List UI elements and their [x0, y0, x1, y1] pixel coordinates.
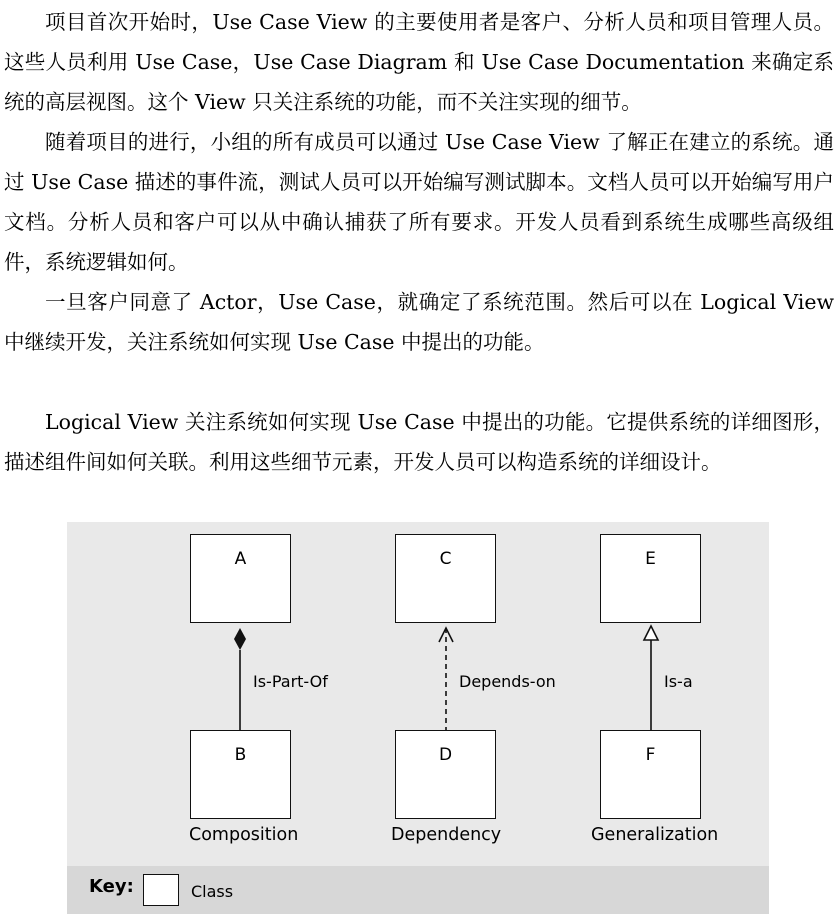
figure-diagram-area [67, 522, 769, 866]
class-label-e: E [645, 549, 656, 569]
figure-key-legend [67, 866, 769, 914]
class-box-a [190, 534, 291, 623]
paragraph-project-progress: 随着项目的进行，小组的所有成员可以通过 Use Case View 了解正在建立的系统。通过 Use Case 描述的事件流，测试人员可以开始编写测试脚本。文档人员可以开始编写用户文档。分析人员和客户可以从中确认捕获了所有要求。开发人员看到系统生成哪些高级组件，系统逻辑如何。 [4, 130, 834, 274]
class-box-b [190, 730, 291, 819]
class-label-b: B [234, 745, 247, 765]
class-box-d [395, 730, 496, 819]
class-box-c [395, 534, 496, 623]
generalization-caption: Generalization [591, 825, 719, 845]
generalization-triangle-icon [644, 626, 658, 640]
paragraph-system-scope: 一旦客户同意了 Actor，Use Case，就确定了系统范围。然后可以在 Logical View 中继续开发，关注系统如何实现 Use Case 中提出的功能。 [4, 290, 834, 354]
class-label-a: A [234, 549, 247, 569]
key-class-box-icon [143, 874, 179, 906]
class-box-f [600, 730, 701, 819]
composition-caption: Composition [189, 825, 299, 845]
dependency-caption: Dependency [391, 825, 502, 845]
paragraph-logical-view: Logical View 关注系统如何实现 Use Case 中提出的功能。它提供系统的详细图形，描述组件间如何关联。利用这些细节元素，开发人员可以构造系统的详细设计。 [4, 410, 834, 474]
class-label-f: F [645, 745, 656, 765]
class-label-c: C [439, 549, 452, 569]
dependency-relation-label: Depends-on [459, 672, 556, 691]
generalization-relation-label: Is-a [664, 672, 693, 691]
class-box-e [600, 534, 701, 623]
composition-relation-label: Is-Part-Of [253, 672, 328, 691]
uml-relationships-figure [67, 522, 769, 914]
key-class-label: Class [191, 882, 234, 901]
key-label: Key: [89, 876, 134, 897]
paragraph-use-case-view-intro: 项目首次开始时，Use Case View 的主要使用者是客户、分析人员和项目管理人员。这些人员利用 Use Case，Use Case Diagram 和 Use Case Documentation 来确定系统的高层视图。这个 View 只关注系统的功能，而不关注实现的细节。 [4, 10, 834, 114]
composition-diamond-icon [234, 628, 246, 650]
class-label-d: D [438, 745, 453, 765]
